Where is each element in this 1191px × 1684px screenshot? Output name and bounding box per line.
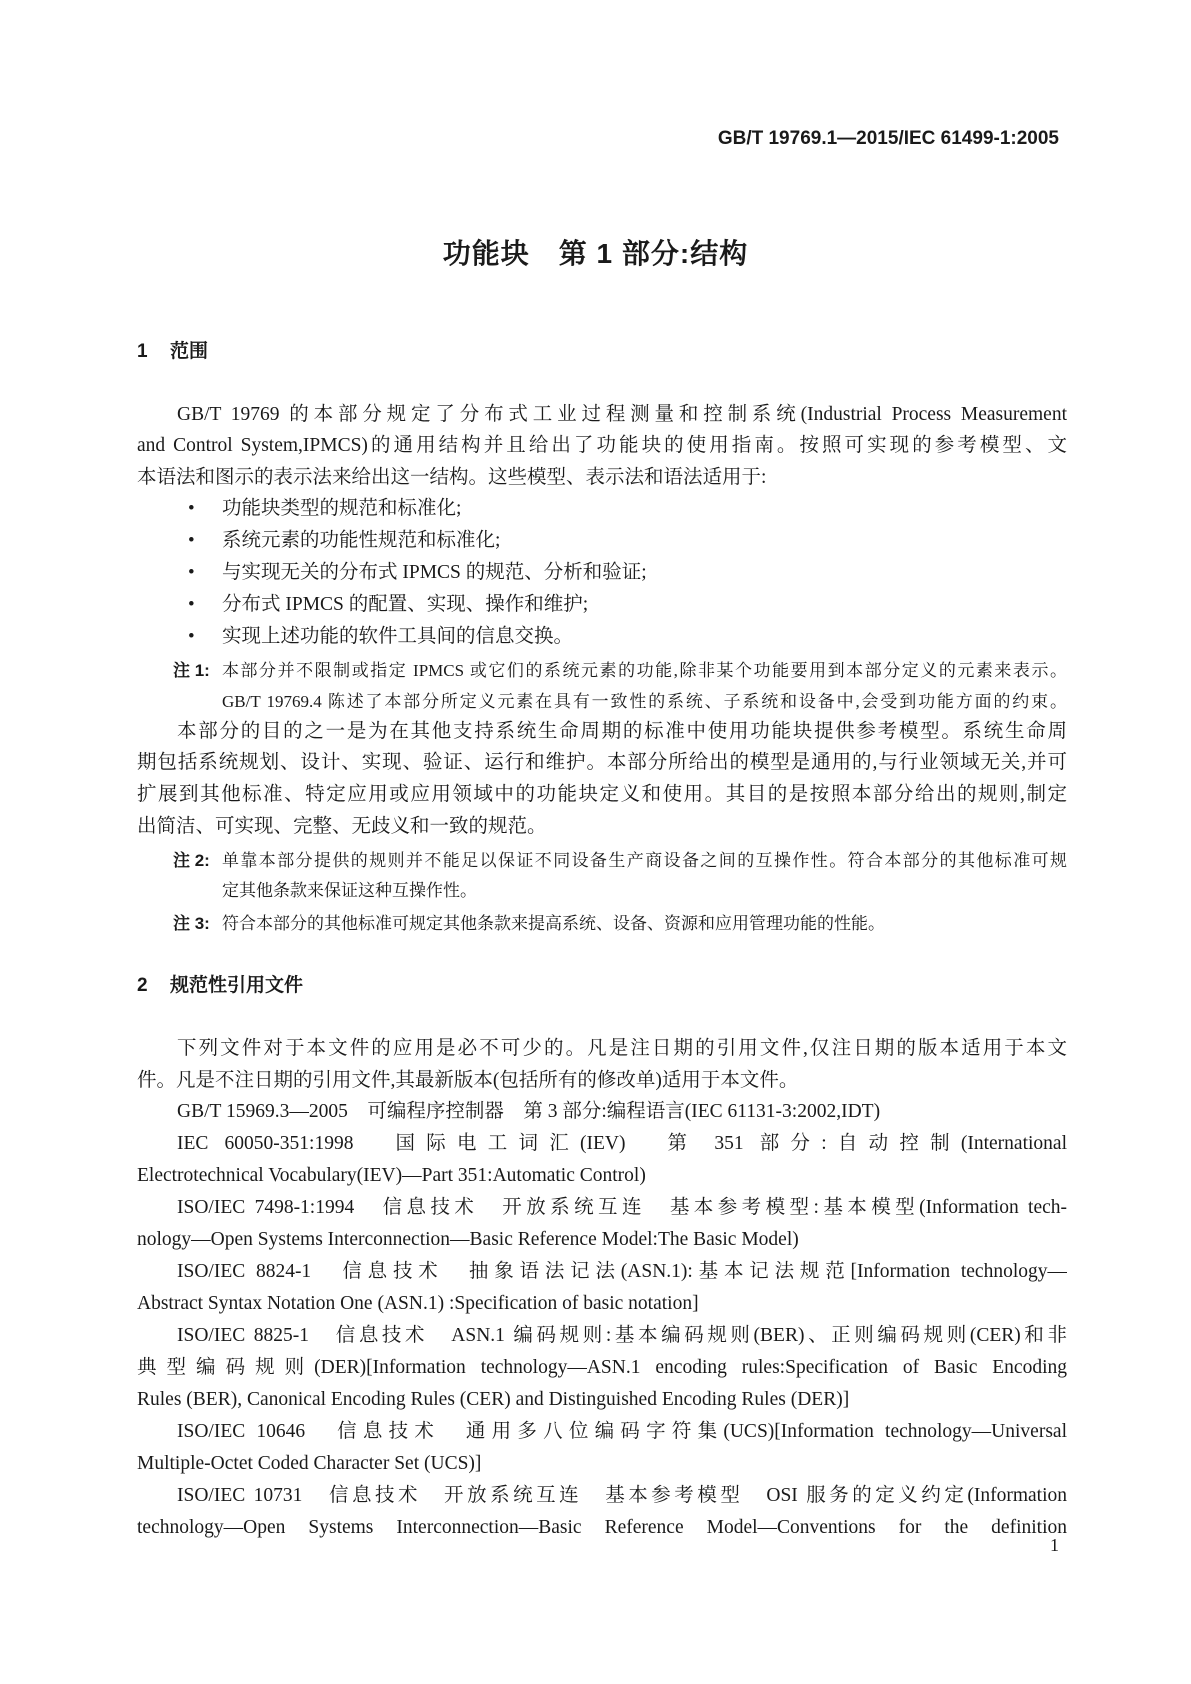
paragraph-line: 件。凡是不注日期的引用文件,其最新版本(包括所有的修改单)适用于本文件。 (137, 1070, 799, 1091)
paragraph-line: 期包括系统规划、设计、实现、验证、运行和维护。本部分所给出的模型是通用的,与行业领域无关,并可 (137, 752, 1067, 773)
reference-line: GB/T 15969.3—2005 可编程序控制器 第 3 部分:编程语言(IEC 61131-3:2002,IDT) (177, 1101, 881, 1122)
note-line: 符合本部分的其他标准可规定其他条款来提高系统、设备、资源和应用管理功能的性能。 (222, 914, 885, 933)
paragraph-line: 下列文件对于本文件的应用是必不可少的。凡是注日期的引用文件,仅注日期的版本适用于本文 (177, 1038, 1067, 1059)
paragraph-line: GB/T 19769 的本部分规定了分布式工业过程测量和控制系统(Industrial Process Measurement (177, 404, 1067, 425)
section-number: 2 (137, 975, 148, 996)
section-1-heading (137, 336, 208, 368)
bullet-item: 实现上述功能的软件工具间的信息交换。 (222, 626, 574, 647)
section-2-heading (137, 970, 303, 1002)
reference-line: ISO/IEC 8824-1 信息技术 抽象语法记法(ASN.1):基本记法规范[Information technology— (177, 1261, 1067, 1282)
bullet-item: 功能块类型的规范和标准化; (222, 498, 462, 519)
bullet-item: 分布式 IPMCS 的配置、实现、操作和维护; (222, 594, 589, 615)
reference-line: ISO/IEC 8825-1 信息技术 ASN.1 编码规则:基本编码规则(BER)、正则编码规则(CER)和非 (177, 1325, 1067, 1346)
note-label: 注 3: (173, 914, 210, 933)
bullet-icon: • (188, 594, 195, 615)
note-line: 定其他条款来保证这种互操作性。 (222, 881, 477, 900)
page-title: 功能块 第 1 部分:结构 (442, 238, 749, 269)
note-line: 单靠本部分提供的规则并不能足以保证不同设备生产商设备之间的互操作性。符合本部分的其他标准可规 (222, 851, 1067, 870)
note-label: 注 1: (173, 661, 210, 680)
bullet-item: 系统元素的功能性规范和标准化; (222, 530, 501, 551)
bullet-icon: • (188, 498, 195, 519)
bullet-icon: • (188, 626, 195, 647)
note-label: 注 2: (173, 851, 210, 870)
bullet-icon: • (188, 530, 195, 551)
page-number: 1 (1050, 1535, 1059, 1555)
reference-line: Abstract Syntax Notation One (ASN.1) :Specification of basic notation] (137, 1293, 699, 1314)
section-number: 1 (137, 341, 148, 362)
paragraph-line: 本部分的目的之一是为在其他支持系统生命周期的标准中使用功能块提供参考模型。系统生命周 (177, 721, 1067, 742)
reference-line: technology—Open Systems Interconnection—Basic Reference Model—Conventions for the definition (137, 1517, 1067, 1538)
standard-number-header: GB/T 19769.1—2015/IEC 61499-1:2005 (717, 128, 1059, 149)
reference-line: nology—Open Systems Interconnection—Basic Reference Model:The Basic Model) (137, 1229, 799, 1250)
reference-line: Rules (BER), Canonical Encoding Rules (CER) and Distinguished Encoding Rules (DER)] (137, 1389, 850, 1410)
reference-line: ISO/IEC 10731 信息技术 开放系统互连 基本参考模型 OSI 服务的定义约定(Information (177, 1485, 1067, 1506)
paragraph-line: 出简洁、可实现、完整、无歧义和一致的规范。 (137, 816, 547, 837)
note-line: GB/T 19769.4 陈述了本部分所定义元素在具有一致性的系统、子系统和设备中,会受到功能方面的约束。 (222, 692, 1067, 711)
note-line: 本部分并不限制或指定 IPMCS 或它们的系统元素的功能,除非某个功能要用到本部分定义的元素来表示。 (222, 661, 1067, 680)
reference-line: IEC 60050-351:1998 国际电工词汇(IEV) 第 351 部分:自动控制(International (177, 1133, 1067, 1154)
reference-line: Electrotechnical Vocabulary(IEV)—Part 351:Automatic Control) (137, 1165, 646, 1186)
reference-line: Multiple-Octet Coded Character Set (UCS)] (137, 1453, 482, 1474)
section-title: 范围 (170, 341, 209, 362)
reference-line: ISO/IEC 7498-1:1994 信息技术 开放系统互连 基本参考模型:基本模型(Information tech- (177, 1197, 1067, 1218)
paragraph-line: 本语法和图示的表示法来给出这一结构。这些模型、表示法和语法适用于: (137, 467, 767, 488)
bullet-item: 与实现无关的分布式 IPMCS 的规范、分析和验证; (222, 562, 647, 583)
reference-line: ISO/IEC 10646 信息技术 通用多八位编码字符集(UCS)[Information technology—Universal (177, 1421, 1067, 1442)
bullet-icon: • (188, 562, 195, 583)
reference-line: 典型编码规则(DER)[Information technology—ASN.1 encoding rules:Specification of Basic Encoding (137, 1357, 1067, 1378)
section-title: 规范性引用文件 (170, 975, 304, 996)
paragraph-line: and Control System,IPMCS)的通用结构并且给出了功能块的使用指南。按照可实现的参考模型、文 (137, 435, 1067, 456)
paragraph-line: 扩展到其他标准、特定应用或应用领域中的功能块定义和使用。其目的是按照本部分给出的规则,制定 (137, 784, 1067, 805)
